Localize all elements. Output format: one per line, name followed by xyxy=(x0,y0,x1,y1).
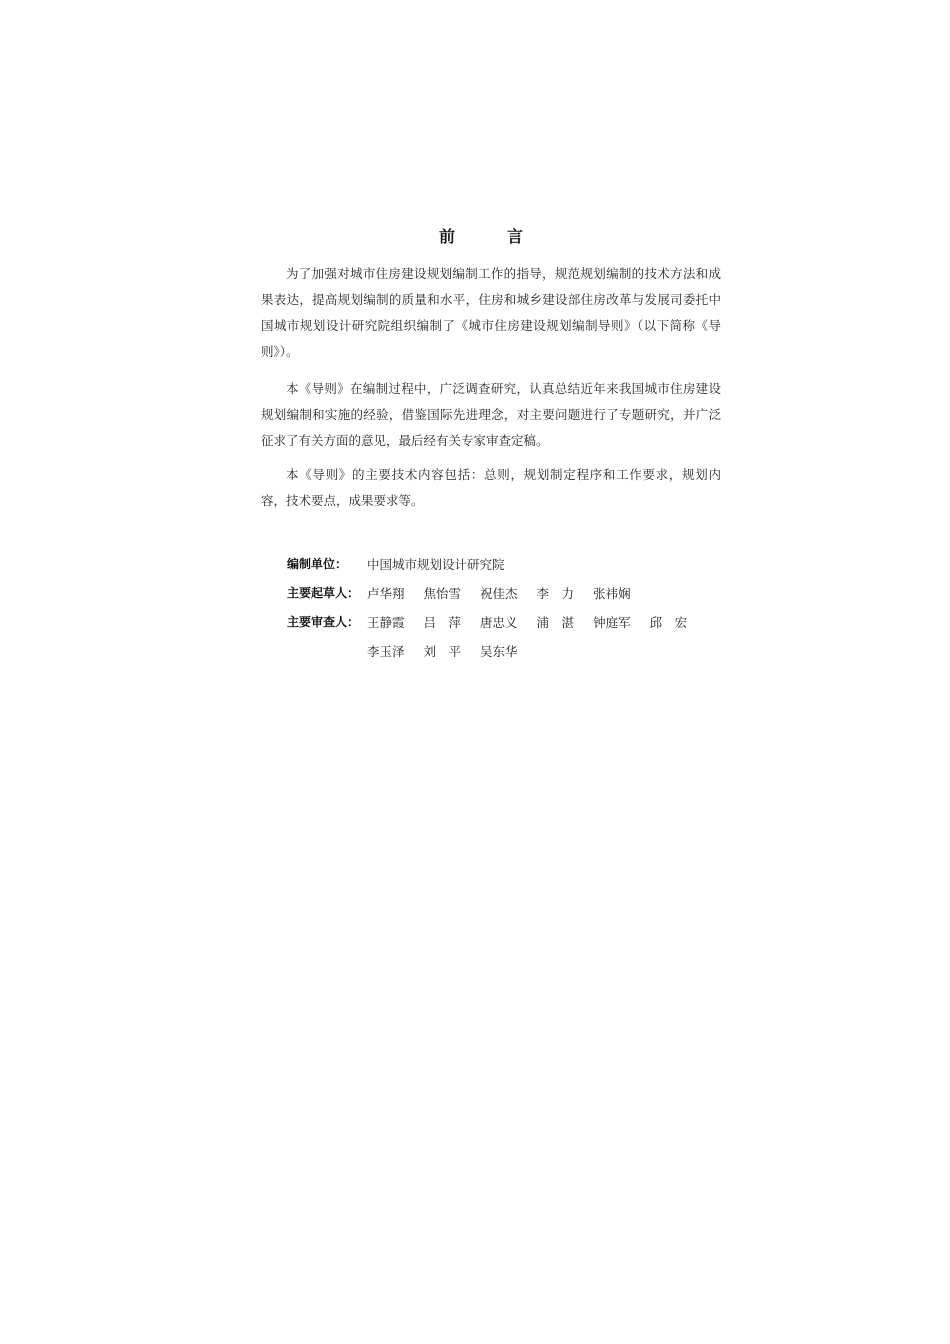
credits-block xyxy=(287,550,717,666)
reviewer-name: 李玉泽 xyxy=(367,644,405,659)
drafter-name: 卢华翔 xyxy=(367,586,405,601)
reviewer-name: 邱 宏 xyxy=(649,615,688,630)
reviewer-name: 钟庭军 xyxy=(593,615,631,630)
drafters-label: 主要起草人： xyxy=(287,586,360,600)
drafter-name: 张祎娴 xyxy=(593,586,631,601)
reviewer-name: 王静霞 xyxy=(367,615,405,630)
drafter-name: 李 力 xyxy=(536,586,575,601)
reviewer-name: 吕 萍 xyxy=(423,615,462,630)
unit-label: 编制单位： xyxy=(287,557,348,571)
drafter-name: 祝佳杰 xyxy=(480,586,518,601)
paragraph-3: 本《导则》的主要技术内容包括：总则，规划制定程序和工作要求，规划内容，技术要点，成果要求等。 xyxy=(261,467,721,508)
credit-row-drafters xyxy=(287,579,717,608)
reviewer-name: 吴东华 xyxy=(480,644,518,659)
unit-value: 中国城市规划设计研究院 xyxy=(367,557,505,572)
reviewer-name: 唐忠义 xyxy=(480,615,518,630)
reviewer-name: 刘 平 xyxy=(423,644,462,659)
paragraph-1: 为了加强对城市住房建设规划编制工作的指导，规范规划编制的技术方法和成果表达，提高规划编制的质量和水平，住房和城乡建设部住房改革与发展司委托中国城市规划设计研究院组织编制了《城市住房建设规划编制导则》（以下简称《导则》）。 xyxy=(261,266,721,359)
drafters-list xyxy=(367,579,697,608)
paragraph-2: 本《导则》在编制过程中，广泛调查研究，认真总结近年来我国城市住房建设规划编制和实施的经验，借鉴国际先进理念，对主要问题进行了专题研究，并广泛征求了有关方面的意见，最后经有关专家审查定稿。 xyxy=(261,381,721,448)
reviewers-label: 主要审查人： xyxy=(287,615,360,629)
credit-row-reviewers xyxy=(287,608,717,666)
credit-row-unit xyxy=(287,550,717,579)
page-title: 前 言 xyxy=(438,227,541,246)
reviewers-list xyxy=(367,608,697,666)
drafter-name: 焦怡雪 xyxy=(423,586,462,601)
reviewer-name: 浦 湛 xyxy=(536,615,575,630)
